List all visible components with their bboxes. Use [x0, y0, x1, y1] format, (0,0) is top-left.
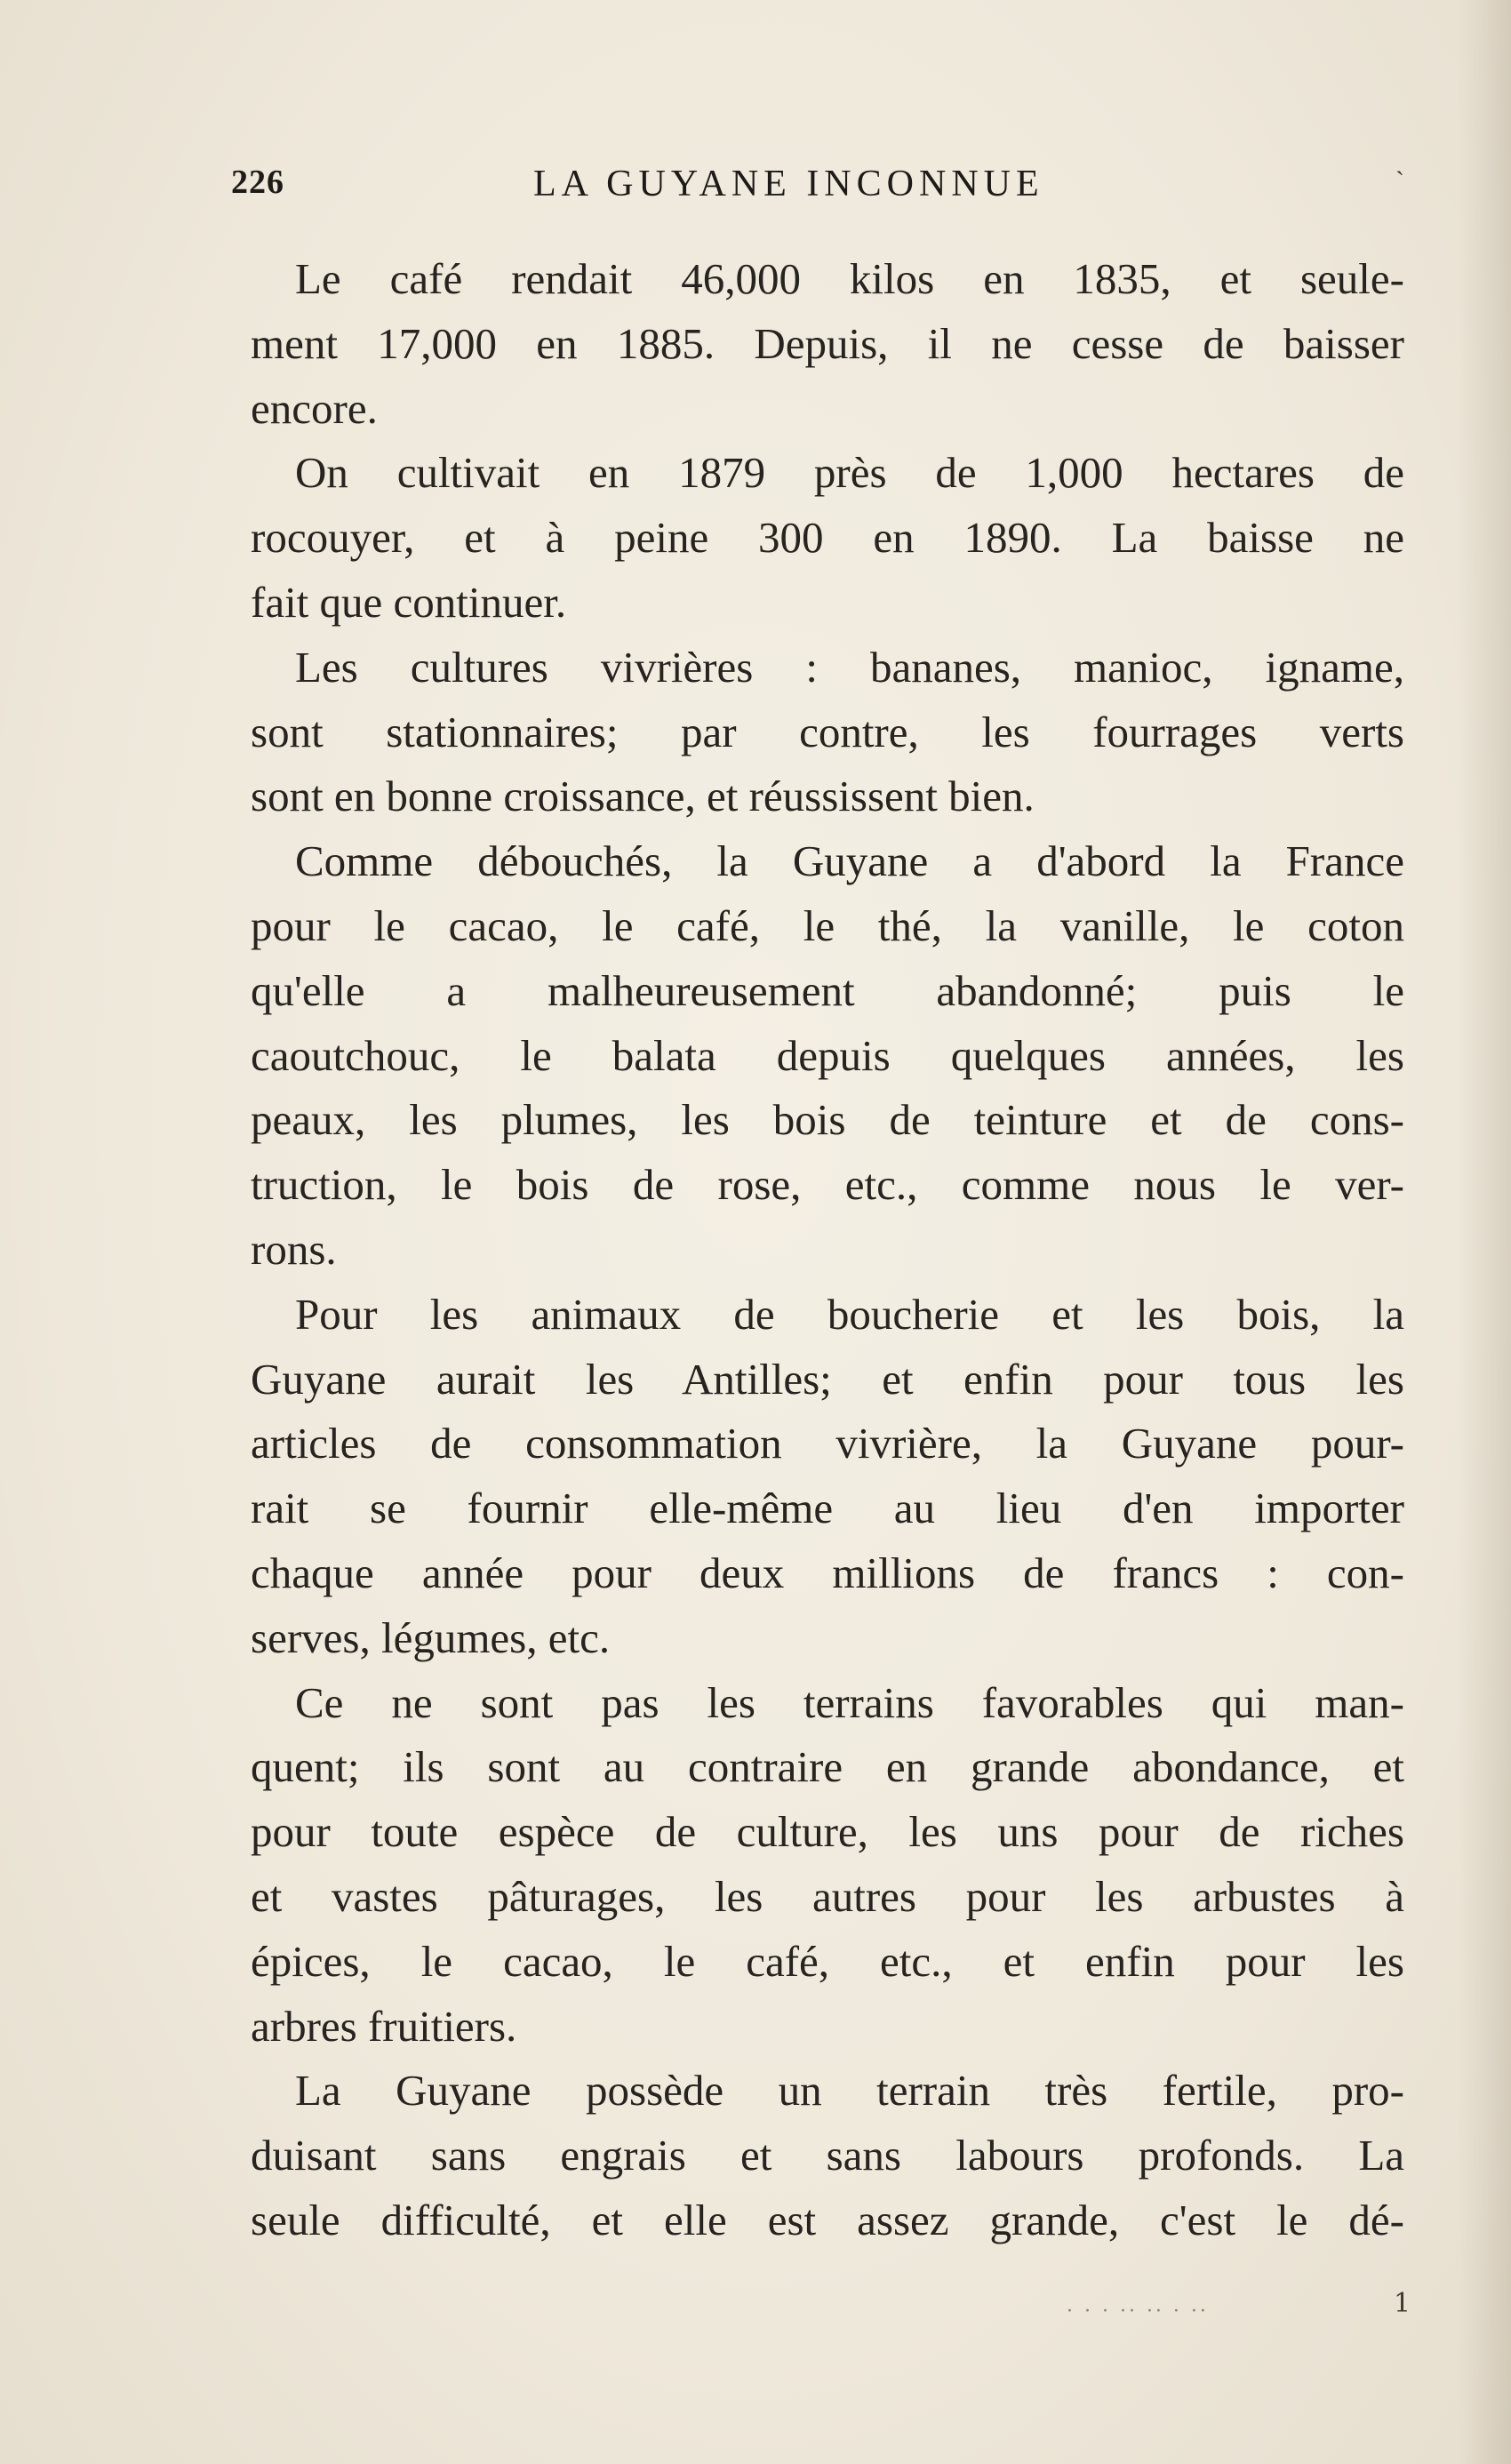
page-header — [231, 163, 1404, 216]
text-line: seule difficulté, et elle est assez grande, c'est le dé- — [251, 2195, 1404, 2244]
text-line: ment 17,000 en 1885. Depuis, il ne cesse de baisser — [251, 318, 1404, 368]
text-line: caoutchouc, le balata depuis quelques années, les — [251, 1030, 1404, 1080]
text-line: rait se fournir elle-même au lieu d'en importer — [251, 1484, 1404, 1533]
text-line: quent; ils sont au contraire en grande abondance, et — [251, 1742, 1404, 1792]
text-line: rocouyer, et à peine 300 en 1890. La baisse ne — [251, 513, 1404, 563]
text-line: chaque année pour deux millions de francs : con- — [251, 1548, 1404, 1597]
text-line: Comme débouchés, la Guyane a d'abord la France — [295, 836, 1404, 886]
text-line: Pour les animaux de boucherie et les bois, la — [295, 1289, 1404, 1339]
text-line: duisant sans engrais et sans labours profonds. La — [251, 2131, 1404, 2180]
text-line: pour le cacao, le café, le thé, la vanille, le coton — [251, 900, 1404, 950]
text-line: rons. — [251, 1224, 337, 1274]
text-line: Le café rendait 46,000 kilos en 1835, et seule- — [295, 254, 1404, 303]
signature-mark: 1 — [1394, 2288, 1411, 2319]
text-line: articles de consommation vivrière, la Guyane pour- — [251, 1419, 1404, 1468]
text-line: et vastes pâturages, les autres pour les arbustes à — [251, 1871, 1404, 1921]
footer-smudge: · · · ·· ·· · ·· — [1067, 2300, 1209, 2323]
page-number: 226 — [231, 164, 284, 201]
text-line: La Guyane possède un terrain très fertile, pro- — [295, 2066, 1404, 2116]
text-line: arbres fruitiers. — [251, 2001, 517, 2051]
page-edge-shadow — [1458, 0, 1511, 2464]
corner-mark: ` — [1395, 166, 1404, 196]
text-line: épices, le cacao, le café, etc., et enfin pour les — [251, 1936, 1404, 1986]
text-line: pour toute espèce de culture, les uns pour de riches — [251, 1807, 1404, 1857]
text-line: qu'elle a malheureusement abandonné; puis le — [251, 965, 1404, 1015]
running-title: LA GUYANE INCONNUE — [533, 164, 1044, 204]
text-line: serves, légumes, etc. — [251, 1612, 611, 1662]
text-line: peaux, les plumes, les bois de teinture et de cons- — [251, 1095, 1404, 1145]
text-line: sont en bonne croissance, et réussissent bien. — [251, 772, 1035, 821]
text-line: Les cultures vivrières : bananes, manioc, igname, — [295, 642, 1404, 692]
text-line: Guyane aurait les Antilles; et enfin pour tous les — [251, 1354, 1404, 1404]
body-text — [251, 247, 1404, 2253]
text-line: truction, le bois de rose, etc., comme nous le ver- — [251, 1160, 1404, 1210]
text-line: encore. — [251, 383, 378, 433]
text-line: Ce ne sont pas les terrains favorables qui man- — [295, 1677, 1404, 1727]
text-line: fait que continuer. — [251, 577, 567, 627]
text-line: On cultivait en 1879 près de 1,000 hectares de — [295, 448, 1404, 498]
text-line: sont stationnaires; par contre, les fourrages verts — [251, 707, 1404, 756]
